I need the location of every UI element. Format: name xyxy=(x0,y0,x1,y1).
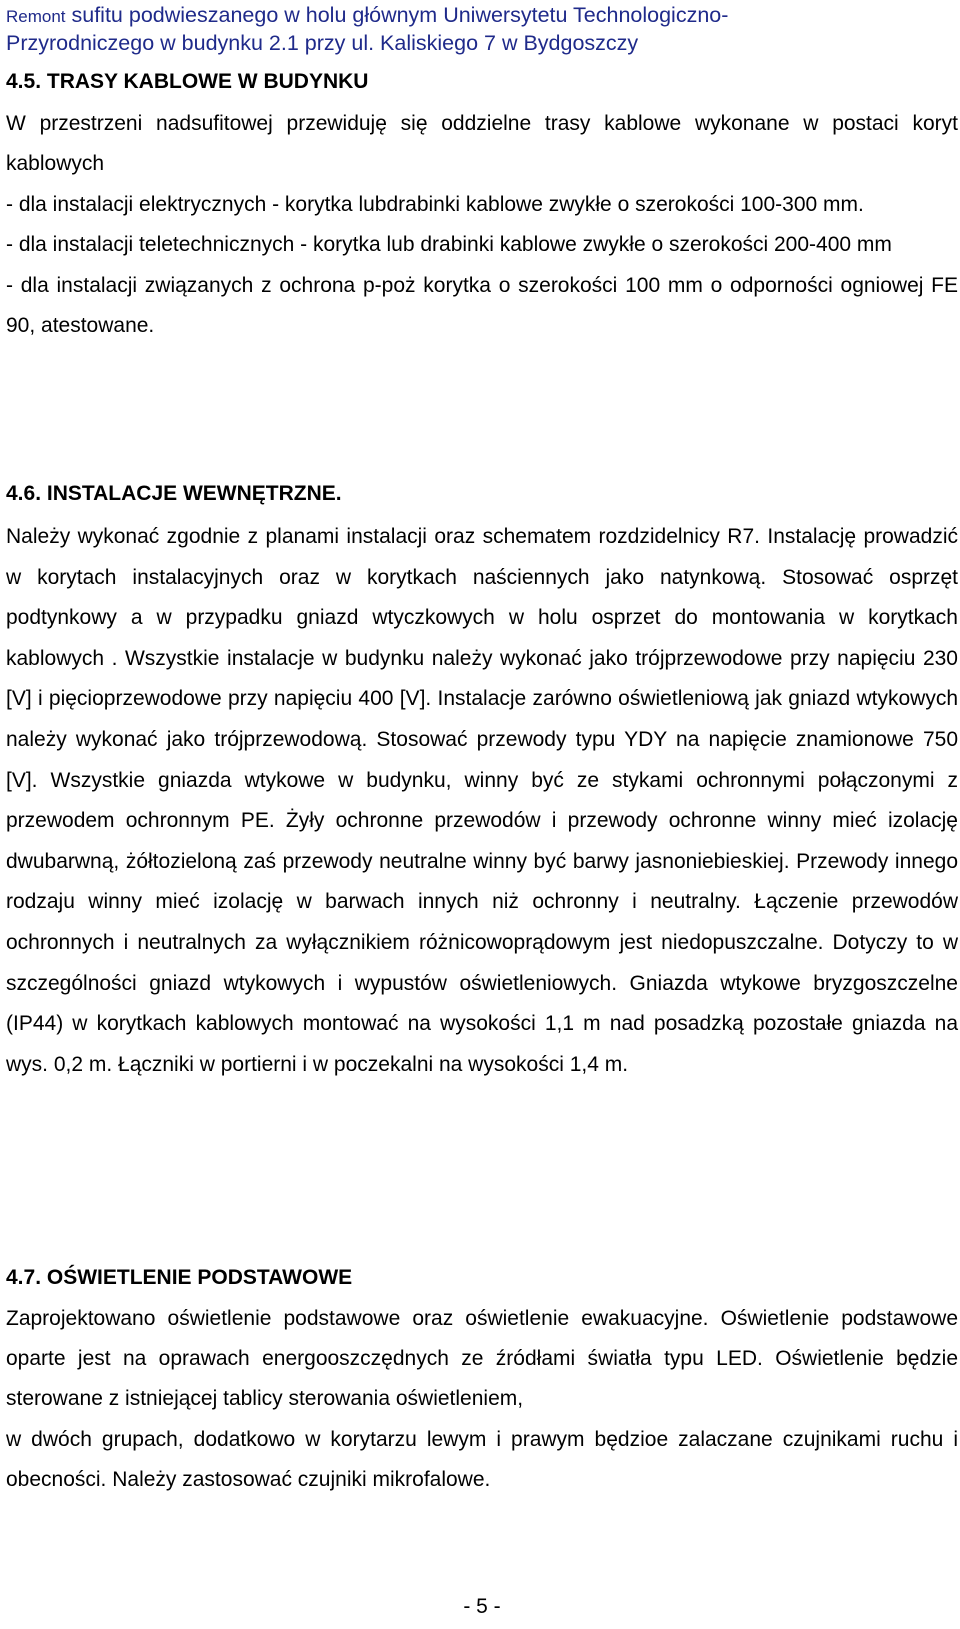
section-heading: 4.5. TRASY KABLOWE W BUDYNKU xyxy=(6,70,369,93)
list-item: - dla instalacji teletechnicznych - korytka lub drabinki kablowe zwykłe o szerokości 200-400 mm xyxy=(6,233,892,257)
section-basic-lighting xyxy=(6,1263,958,1500)
paragraph: W przestrzeni nadsufitowej przewiduję się oddzielne trasy kablowe wykonane w postaci koryt kablowych xyxy=(6,112,958,176)
section-heading: 4.6. INSTALACJE WEWNĘTRZNE. xyxy=(6,482,342,505)
list-item: - dla instalacji elektrycznych - korytka lubdrabinki kablowe zwykłe o szerokości 100-300 mm. xyxy=(6,192,864,216)
header-prefix: Remont xyxy=(6,7,66,26)
paragraph: w dwóch grupach, dodatkowo w korytarzu lewym i prawym będzioe zalaczane czujnikami ruchu i obecności. Należy zastosować czujniki mikrofalowe. xyxy=(6,1427,958,1491)
page-number: - 5 - xyxy=(463,1595,501,1618)
section-heading: 4.7. OŚWIETLENIE PODSTAWOWE xyxy=(6,1266,353,1289)
section-internal-installations xyxy=(6,479,958,1085)
paragraph: Należy wykonać zgodnie z planami instalacji oraz schematem rozdzidelnicy R7. Instalację prowadzić w korytach instalacyjnych oraz w korytkach naściennych jako natynkową. Stosować osprzęt podtynkowy a w przypadku gniazd wtyczkowych w holu osprzet do montowania w korytkach kablowych . Wszystkie instalacje w budynku należy wykonać jako trójprzewodowe przy napięciu 230 [V] i pięcioprzewodowe przy napięciu 400 [V]. Instalacje zarówno oświetleniową jak gniazd wtykowych należy wykonać jako trójprzewodową. Stosować przewody typu YDY na napięcie znamionowe 750 [V]. Wszystkie gniazda wtykowe w budynku, winny być ze stykami ochronnymi połączonymi z przewodem ochronnym PE. Żyły ochronne przewodów i przewody ochronne winny mieć izolację dwubarwną, żółtozieloną zaś przewody neutralne winny być barwy jasnoniebieskiej. Przewody innego rodzaju winny mieć izolację w barwach innych niż ochronny i neutralny. Łączenie przewodów ochronnych i neutralnych za wyłącznikiem różnicowoprądowym jest niedopuszczalne. Dotyczy to w szczególności gniazd wtykowych i wypustów oświetleniowych. Gniazda wtykowe bryzgoszczelne (IP44) w korytkach kablowych montować na wysokości 1,1 m nad posadzką pozostałe gniazda na wys. 0,2 m. Łączniki w portierni i w poczekalni na wysokości 1,4 m. xyxy=(6,525,958,1076)
list-item: - dla instalacji związanych z ochrona p-poż korytka o szerokości 100 mm o odporności ogniowej FE 90, atestowane. xyxy=(6,273,958,338)
running-header xyxy=(6,2,958,57)
header-line-1: sufitu podwieszanego w holu głównym Uniwersytetu Technologiczno- xyxy=(65,3,729,27)
paragraph: Zaprojektowano oświetlenie podstawowe oraz oświetlenie ewakuacyjne. Oświetlenie podstawowe oparte jest na oprawach energooszczędnych ze źródłami światła typu LED. Oświetlenie będzie sterowane z istniejącej tablicy sterowania oświetleniem, xyxy=(6,1307,958,1411)
header-line-2: Przyrodniczego w budynku 2.1 przy ul. Kaliskiego 7 w Bydgoszczy xyxy=(6,31,639,55)
section-cable-routes xyxy=(6,67,958,346)
